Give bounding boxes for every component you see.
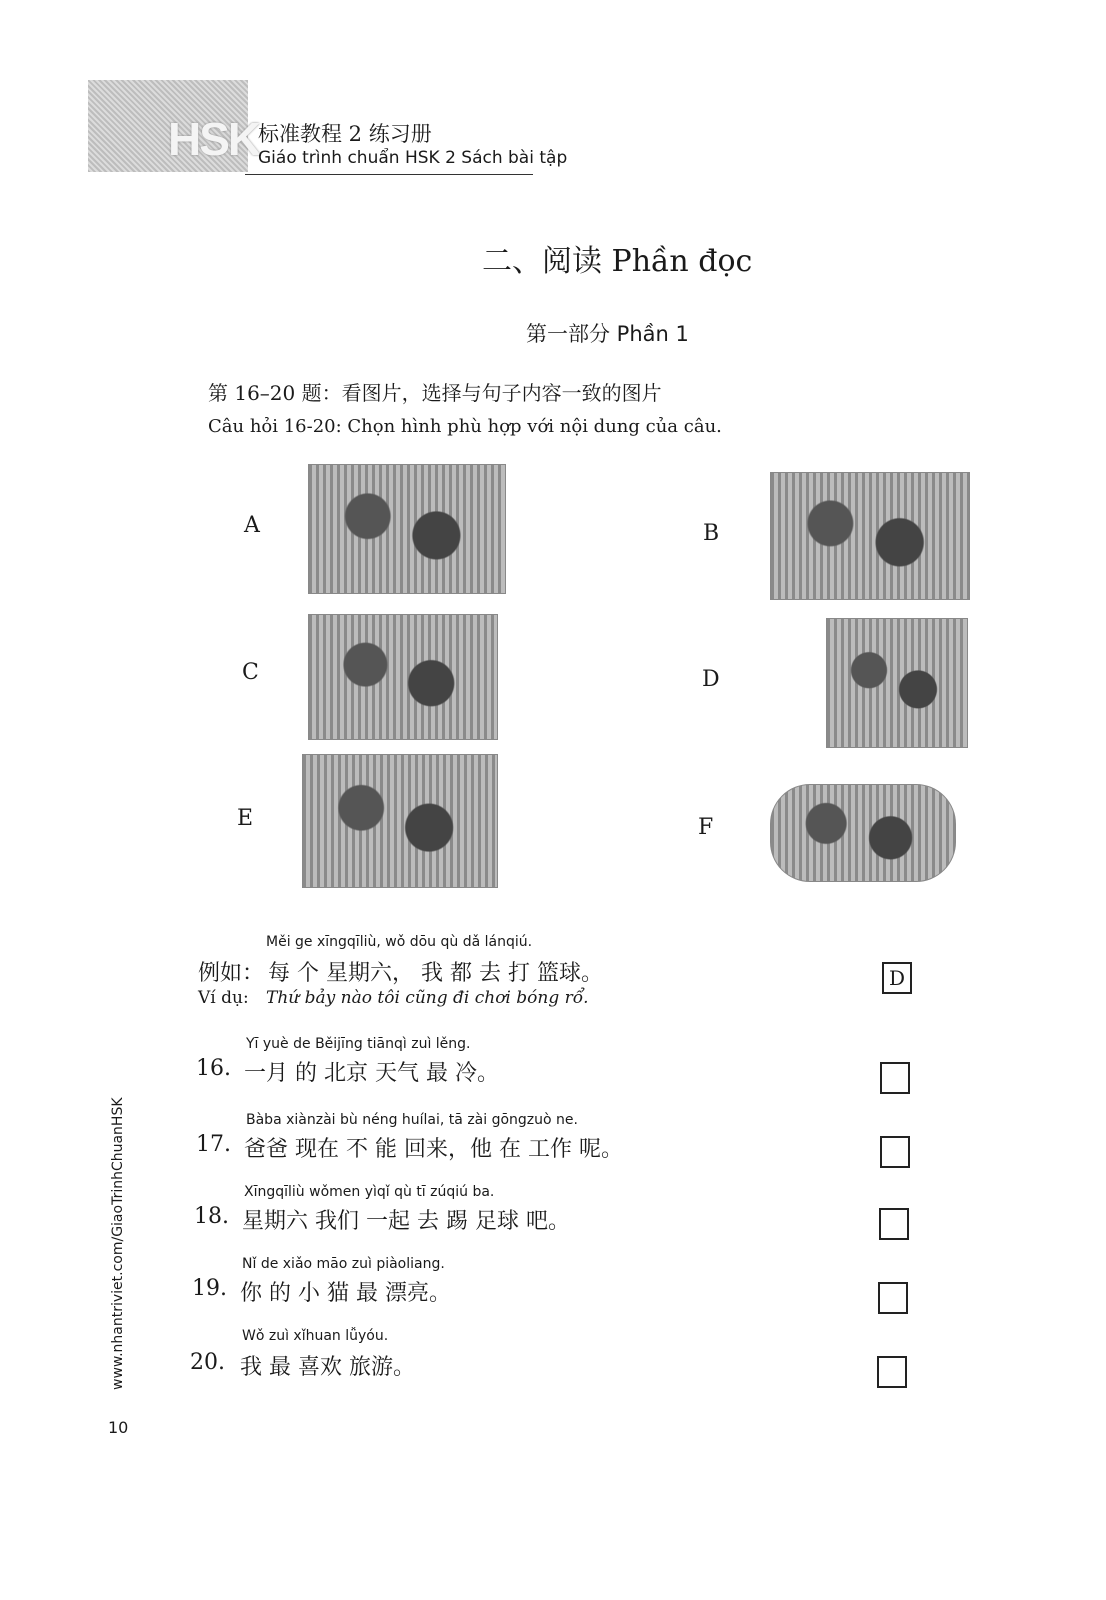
example-label-vietnamese: Ví dụ: xyxy=(198,988,249,1008)
q16-number: 16. xyxy=(196,1056,231,1081)
option-letter-e: E xyxy=(237,806,254,831)
example-answer: D xyxy=(888,966,906,990)
instructions-chinese: 第 16–20 题：看图片，选择与句子内容一致的图片 xyxy=(208,381,662,405)
header-divider xyxy=(245,174,533,175)
example-translation: Thứ bảy nào tôi cũng đi chơi bóng rổ. xyxy=(266,988,589,1008)
option-letter-c: C xyxy=(242,660,259,685)
q20-pinyin: Wǒ zuì xǐhuan lǚyóu. xyxy=(242,1328,389,1344)
instructions-vietnamese: Câu hỏi 16-20: Chọn hình phù hợp với nội dung của câu. xyxy=(208,416,722,437)
example-label-chinese: 例如： xyxy=(198,961,265,986)
q17-pinyin: Bàba xiànzài bù néng huílai, tā zài gōngzuò ne. xyxy=(246,1112,578,1128)
q17-sentence: 爸爸 现在 不 能 回来，他 在 工作 呢。 xyxy=(244,1137,623,1162)
q16-pinyin: Yī yuè de Běijīng tiānqì zuì lěng. xyxy=(246,1036,471,1052)
kittens-photo xyxy=(770,784,956,882)
option-letter-b: B xyxy=(703,521,720,546)
q20-sentence: 我 最 喜欢 旅游。 xyxy=(240,1355,415,1380)
page-number: 10 xyxy=(108,1418,129,1437)
snowman-photo xyxy=(302,754,498,888)
book-title-chinese: 标准教程 2 练习册 xyxy=(258,122,432,146)
q19-number: 19. xyxy=(192,1276,227,1301)
q19-sentence: 你 的 小 猫 最 漂亮。 xyxy=(240,1281,451,1306)
q20-number: 20. xyxy=(190,1350,225,1375)
book-title-vietnamese: Giáo trình chuẩn HSK 2 Sách bài tập xyxy=(258,148,568,168)
q16-answer-box[interactable] xyxy=(880,1062,910,1094)
q19-answer-box[interactable] xyxy=(878,1282,908,1314)
basketball-player-photo xyxy=(826,618,968,748)
option-letter-f: F xyxy=(698,815,714,840)
q17-number: 17. xyxy=(196,1132,231,1157)
side-url: www.nhantriviet.com/GiaoTrinhChuanHSK xyxy=(110,1097,126,1390)
q18-pinyin: Xīngqīliù wǒmen yìqǐ qù tī zúqiú ba. xyxy=(244,1184,495,1200)
kids-with-football-photo xyxy=(308,614,498,740)
option-letter-a: A xyxy=(244,513,260,538)
q20-answer-box[interactable] xyxy=(877,1356,907,1388)
people-in-office-photo xyxy=(308,464,506,594)
option-letter-d: D xyxy=(702,667,720,692)
q16-sentence: 一月 的 北京 天气 最 冷。 xyxy=(244,1061,499,1086)
example-pinyin: Měi ge xīngqīliù, wǒ dōu qù dǎ lánqiú. xyxy=(266,934,533,950)
example-sentence: 每 个 星期六， 我 都 去 打 篮球。 xyxy=(268,961,603,986)
example-answer-box xyxy=(882,962,912,994)
part-title: 第一部分 Phần 1 xyxy=(526,322,689,346)
section-title: 二、阅读 Phần đọc xyxy=(482,244,753,279)
q18-number: 18. xyxy=(194,1204,229,1229)
q17-answer-box[interactable] xyxy=(880,1136,910,1168)
couple-selfie-photo xyxy=(770,472,970,600)
q18-sentence: 星期六 我们 一起 去 踢 足球 吧。 xyxy=(242,1209,570,1234)
q18-answer-box[interactable] xyxy=(879,1208,909,1240)
q19-pinyin: Nǐ de xiǎo māo zuì piàoliang. xyxy=(242,1256,445,1272)
hsk-logo: HSK xyxy=(168,113,260,165)
